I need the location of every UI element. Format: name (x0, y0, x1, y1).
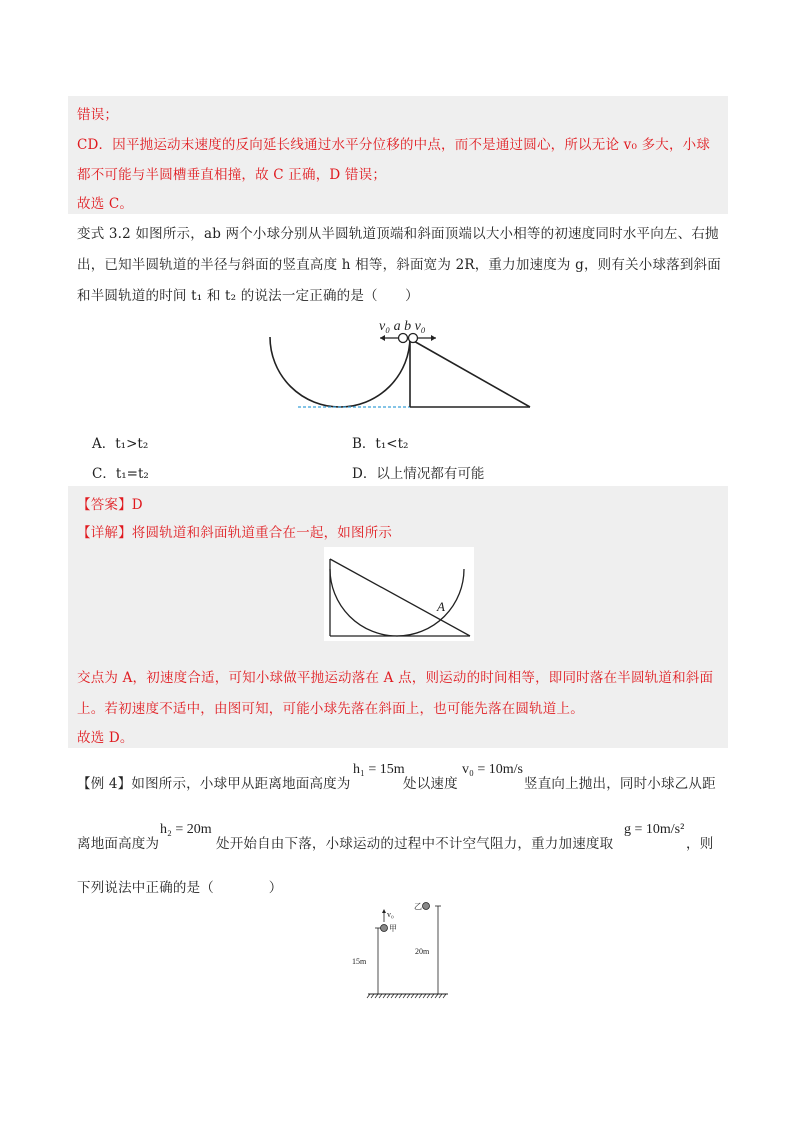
height-h1: h₁ = 15m (353, 762, 405, 777)
overlay-figure (324, 547, 474, 641)
question-text: 变式 3.2 如图所示，ab 两个小球分别从半圆轨道顶端和斜面顶端以大小相等的初速度同时水平向左、右抛 (77, 226, 719, 242)
example-text: ，则 (686, 836, 714, 852)
v0-label: v₀ (387, 910, 394, 919)
text-line: 错误； (77, 107, 119, 123)
example-text: 下列说法中正确的是（ ） (77, 880, 283, 896)
option-c[interactable]: C．t₁=t₂ (92, 466, 149, 482)
example-text: 处开始自由下落，小球运动的过程中不计空气阻力，重力加速度取 (216, 836, 614, 852)
shaded-explanation-block (68, 96, 728, 214)
question-text: 出，已知半圆轨道的半径与斜面的竖直高度 h 相等，斜面宽为 2R，重力加速度为 g，则有关小球落到斜面 (77, 257, 721, 273)
gravity-g: g = 10m/s² (624, 822, 685, 837)
answer-text: 故选 D。 (77, 730, 134, 746)
velocity-v0: v₀ = 10m/s (462, 762, 524, 777)
answer-text: 上。若初速度不适中，由图可知，可能小球先落在斜面上，也可能先落在圆轨道上。 (77, 701, 584, 717)
track-incline-figure (262, 312, 542, 416)
figure-label: v₀ a b v₀ (379, 319, 426, 334)
option-a[interactable]: A．t₁>t₂ (92, 436, 149, 452)
detail-label: 【详解】将圆轨道和斜面轨道重合在一起，如图所示 (77, 525, 393, 541)
answer-text: 交点为 A，初速度合适，可知小球做平抛运动落在 A 点，则运动的时间相等，即同时落在半圆轨道和斜面 (77, 670, 714, 686)
example-text: 处以速度 (403, 776, 458, 792)
intersection-label: A (437, 599, 445, 614)
text-line: 故选 C。 (77, 196, 134, 212)
example-text: 离地面高度为 (77, 836, 160, 852)
text-line: 都不可能与半圆槽垂直相撞，故 C 正确，D 错误； (77, 167, 387, 183)
example-text: 竖直向上抛出，同时小球乙从距 (524, 776, 716, 792)
height-20-label: 20m (415, 947, 430, 956)
option-d[interactable]: D．以上情况都有可能 (352, 466, 485, 482)
jia-label: 甲 (389, 924, 397, 933)
height-15-label: 15m (352, 957, 367, 966)
question-text: 和半圆轨道的时间 t₁ 和 t₂ 的说法一定正确的是（ ） (77, 288, 419, 304)
answer-label: 【答案】D (77, 497, 143, 513)
yi-label: 乙 (414, 902, 422, 911)
option-b[interactable]: B．t₁<t₂ (352, 436, 409, 452)
height-h2: h₂ = 20m (160, 822, 212, 837)
example-text: 【例 4】如图所示，小球甲从距离地面高度为 (77, 776, 351, 792)
text-line: CD．因平抛运动末速度的反向延长线通过水平分位移的中点，而不是通过圆心，所以无论 v₀ 多大，小球 (77, 137, 711, 153)
heights-figure (340, 896, 460, 1006)
